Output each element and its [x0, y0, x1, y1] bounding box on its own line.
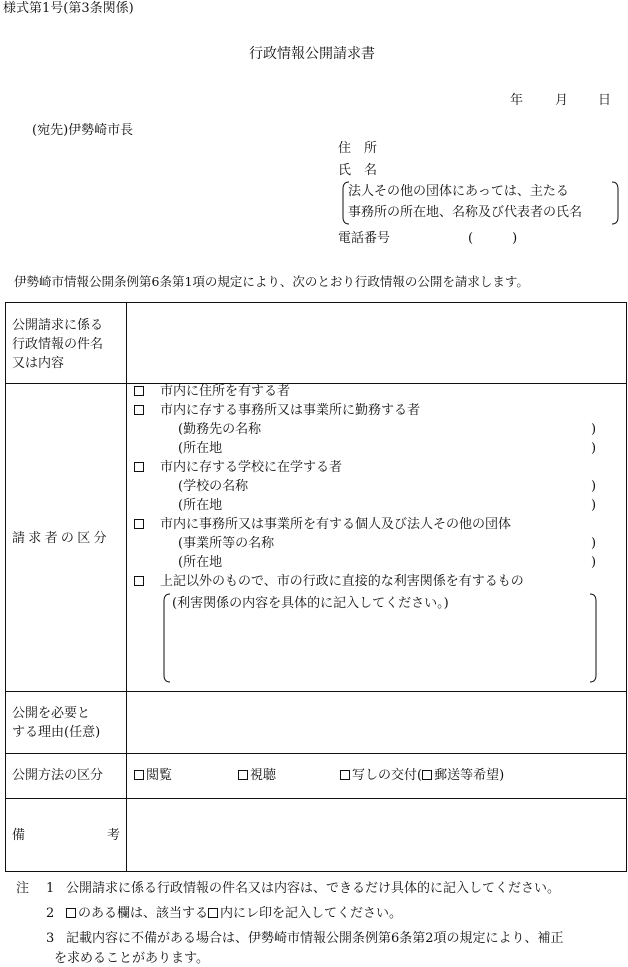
close-paren: ) — [591, 498, 597, 513]
note-2-number: 2 — [46, 906, 55, 921]
subject-label: 公開請求に係る 行政情報の件名 又は内容 — [12, 318, 104, 371]
phone-area-code: ( ) — [468, 231, 518, 246]
corporation-note-line1: 法人その他の団体にあっては、主たる — [348, 184, 569, 199]
school-address-field: (所在地 — [178, 498, 223, 513]
row-divider — [6, 383, 626, 384]
requester-category-label: 請求者の区分 — [12, 531, 110, 546]
interest-detail-hint: (利害関係の内容を具体的に記入してください。) — [172, 596, 449, 611]
phone-label: 電話番号 — [338, 231, 391, 246]
notes-prefix: 注 — [16, 881, 30, 896]
subject-input-area[interactable] — [127, 303, 626, 383]
workplace-address-field: (所在地 — [178, 441, 223, 456]
addressee: (宛先)伊勢崎市長 — [32, 123, 134, 138]
name-label: 氏 名 — [338, 163, 378, 178]
school-name-field: (学校の名称 — [178, 479, 249, 494]
column-divider — [126, 303, 127, 871]
date-day: 日 — [598, 93, 612, 108]
reason-input-area[interactable] — [127, 692, 626, 753]
note-1-number: 1 — [46, 881, 55, 896]
page-title: 行政情報公開請求書 — [249, 46, 375, 62]
method-copy-option[interactable]: 写しの交付( 郵送等希望) — [340, 769, 504, 782]
note-3-line1: 記載内容に不備がある場合は、伊勢崎市情報公開条例第6条第2項の規定により、補正 — [66, 931, 564, 946]
checkbox[interactable] — [422, 770, 432, 780]
option-business[interactable]: 市内に事務所又は事業所を有する個人及び法人その他の団体 — [134, 518, 511, 531]
workplace-name-field: (勤務先の名称 — [178, 422, 262, 437]
date-year: 年 — [510, 93, 524, 108]
checkbox[interactable] — [340, 770, 350, 780]
close-paren: ) — [591, 441, 597, 456]
note-1: 公開請求に係る行政情報の件名又は内容は、できるだけ具体的に記入してください。 — [66, 881, 561, 896]
checkbox[interactable] — [134, 405, 144, 415]
option-student[interactable]: 市内に存する学校に在学する者 — [134, 461, 342, 474]
option-resident[interactable]: 市内に住所を有する者 — [134, 385, 290, 398]
checkbox[interactable] — [134, 519, 144, 529]
checkbox[interactable] — [134, 462, 144, 472]
address-label: 住 所 — [338, 141, 378, 156]
remarks-input-area[interactable] — [127, 799, 626, 871]
note-2: のある欄は、該当する 内にレ印を記入してください。 — [66, 907, 402, 920]
disclosure-method-label: 公開方法の区分 — [12, 768, 104, 783]
business-name-field: (事業所等の名称 — [178, 536, 275, 551]
method-view-option[interactable]: 閲覧 — [134, 769, 172, 782]
reason-label: 公開を必要と する理由(任意) — [12, 706, 101, 740]
checkbox[interactable] — [134, 386, 144, 396]
remarks-label: 備 考 — [12, 828, 120, 843]
business-address-field: (所在地 — [178, 555, 223, 570]
row-divider — [6, 753, 626, 754]
date-month: 月 — [555, 93, 569, 108]
intro-text: 伊勢崎市情報公開条例第6条第1項の規定により、次のとおり行政情報の公開を請求します。 — [14, 274, 529, 289]
option-worker[interactable]: 市内に存する事務所又は事業所に勤務する者 — [134, 404, 420, 417]
checkbox[interactable] — [134, 770, 144, 780]
checkbox[interactable] — [238, 770, 248, 780]
request-table — [5, 302, 627, 872]
note-3-line2: を求めることがあります。 — [54, 951, 209, 966]
close-paren: ) — [591, 422, 597, 437]
close-paren: ) — [591, 479, 597, 494]
corporation-note-line2: 事務所の所在地、名称及び代表者の氏名 — [348, 205, 583, 220]
option-other-interest[interactable]: 上記以外のもので、市の行政に直接的な利害関係を有するもの — [134, 575, 524, 588]
method-listen-option[interactable]: 視聴 — [238, 769, 276, 782]
checkbox-icon — [66, 908, 76, 918]
close-paren: ) — [591, 536, 597, 551]
close-paren: ) — [591, 555, 597, 570]
note-3-number: 3 — [46, 931, 55, 946]
form-number: 様式第1号(第3条関係) — [3, 1, 134, 16]
checkbox-icon — [208, 908, 218, 918]
checkbox[interactable] — [134, 576, 144, 586]
